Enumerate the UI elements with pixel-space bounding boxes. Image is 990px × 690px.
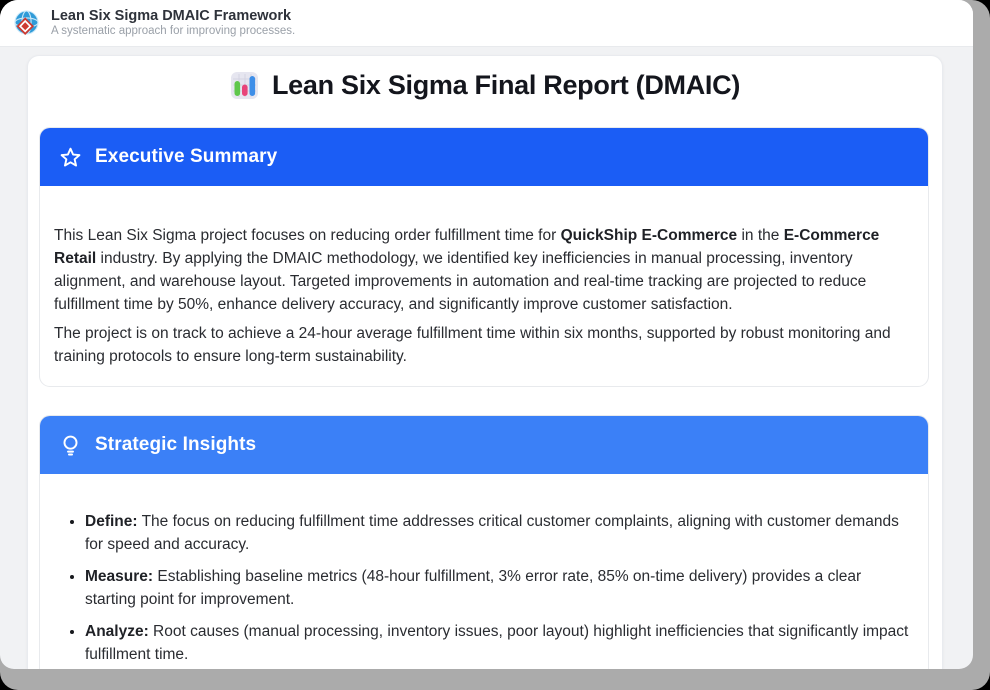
executive-summary-paragraph-1: This Lean Six Sigma project focuses on reducing order fulfillment time for QuickShip E-Commerce in the E-Commerce Retail industry. By applying the DMAIC methodology, we identified key inefficiencies in manual processing, inventory alignment, and warehouse layout. Targeted improvements in automation and real-time tracking are projected to reduce fulfillment time by 50%, enhance delivery accuracy, and significantly improve customer satisfaction. [54,227,880,313]
app-header-text [51,8,295,38]
insights-list [54,510,914,666]
section-title: Executive Summary [95,146,278,167]
section-executive-summary [39,127,929,387]
report-card [27,55,943,669]
app-logo-globe-diamond-icon [12,9,41,38]
star-icon [59,146,82,169]
section-strategic-insights [39,415,929,669]
section-title: Strategic Insights [95,434,257,455]
insight-item-measure: • Measure: Establishing baseline metrics (48-hour fulfillment, 3% error rate, 85% on-time delivery) provides a clear starting point for improvement. [85,565,914,611]
app-title: Lean Six Sigma DMAIC Framework [51,8,292,24]
app-header [0,0,973,47]
lightbulb-icon [59,434,82,457]
insight-item-define: • Define: The focus on reducing fulfillment time addresses critical customer complaints, aligning with customer demands for speed and accuracy. [85,510,914,556]
executive-summary-body [40,186,928,386]
report-title-text: Lean Six Sigma Final Report (DMAIC) [271,70,741,100]
section-header-strategic-insights [40,416,928,474]
insight-item-analyze: • Analyze: Root causes (manual processing, inventory issues, poor layout) highlight inefficiencies that significantly impact fulfillment time. [85,620,914,666]
strategic-insights-body [40,474,928,669]
executive-summary-paragraph-2: The project is on track to achieve a 24-hour average fulfillment time within six months, supported by robust monitoring and training protocols to ensure long-term sustainability. [54,325,891,365]
app-subtitle: A systematic approach for improving processes. [51,25,296,37]
bar-chart-icon [230,71,261,100]
section-header-executive-summary [40,128,928,186]
report-title [28,70,942,101]
